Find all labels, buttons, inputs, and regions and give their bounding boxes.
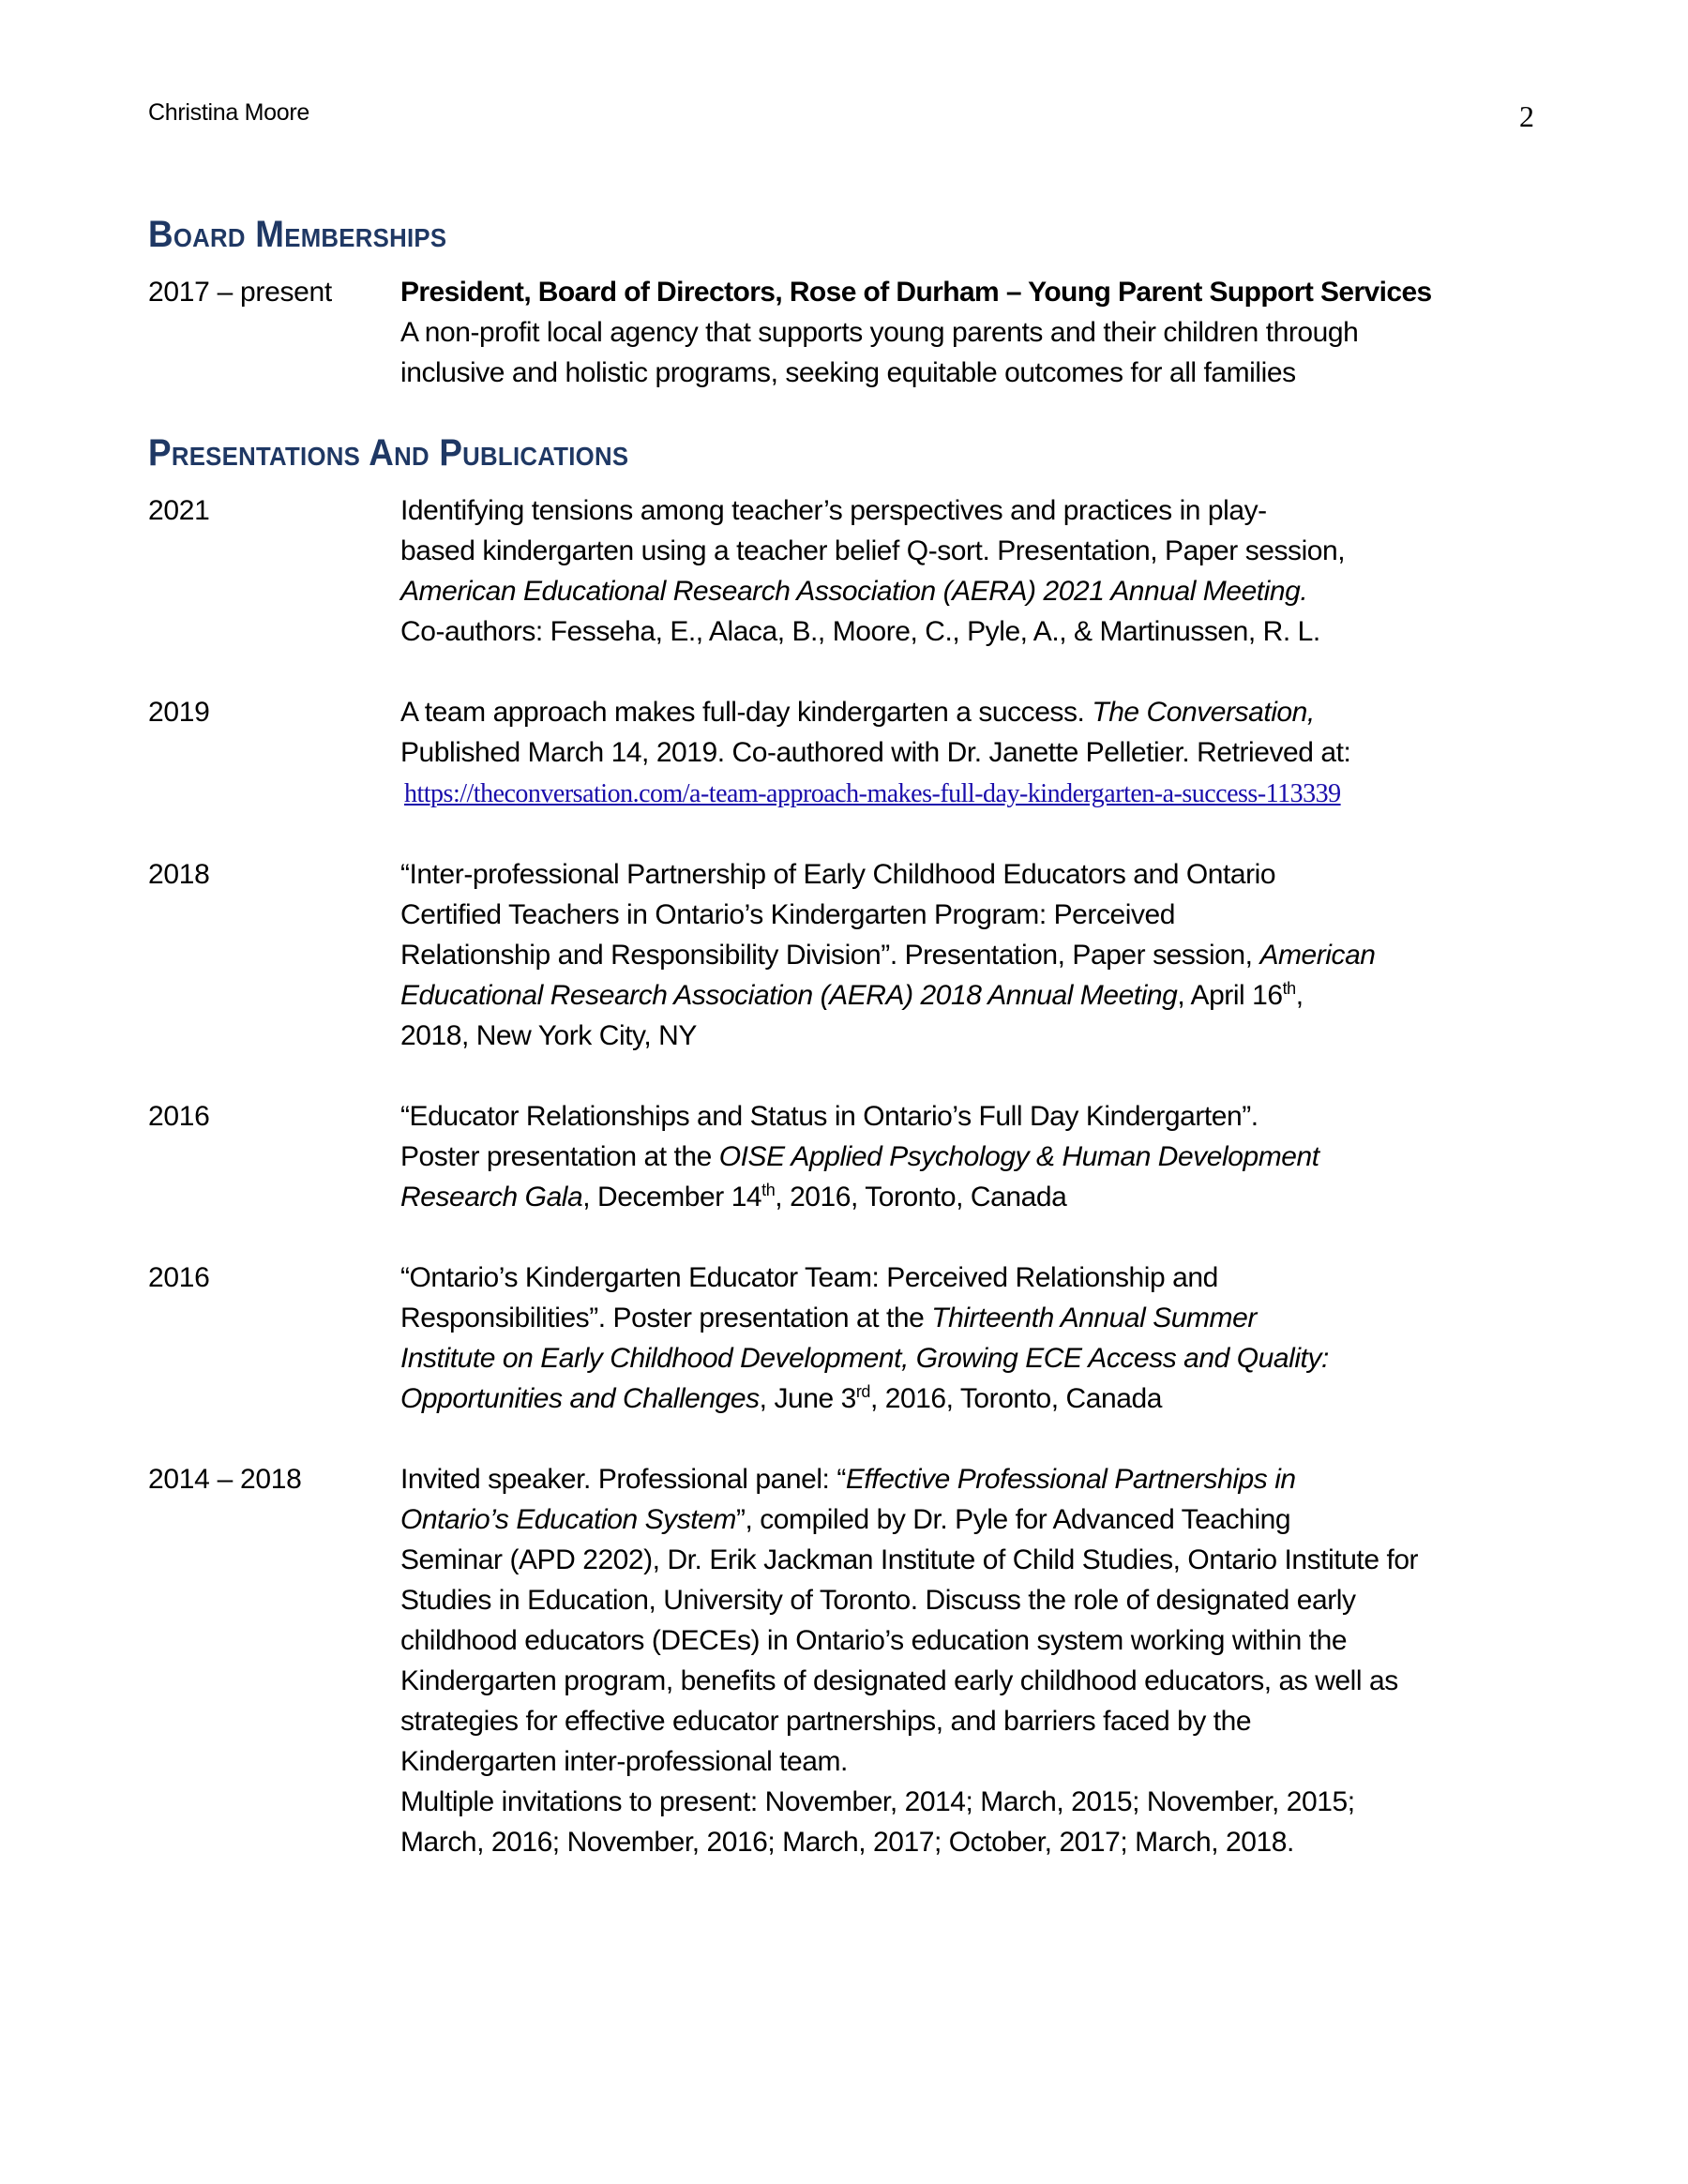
text: inclusive and holistic programs, seeking equitable outcomes for all families	[400, 357, 1296, 388]
entry-date: 2019	[148, 697, 210, 728]
entry	[148, 1258, 1536, 1419]
cv-content	[148, 208, 1536, 1862]
article-link[interactable]: https://theconversation.com/a-team-approach-makes-full-day-kindergarten-a-success-113339	[404, 779, 1341, 808]
text: ,	[1295, 980, 1304, 1011]
page-header	[148, 99, 1534, 137]
entry-line	[400, 895, 1536, 935]
entry-line	[400, 571, 1536, 611]
entry-line	[400, 1701, 1536, 1741]
text: Identifying tensions among teacher’s perspectives and practices in play-	[400, 495, 1267, 526]
text: Invited speaker. Professional panel: “	[400, 1464, 846, 1495]
text: Certified Teachers in Ontario’s Kindergarten Program: Perceived	[400, 899, 1175, 930]
entry-body	[400, 1258, 1536, 1419]
entry-date: 2017 – present	[148, 277, 332, 308]
entry-body	[400, 854, 1536, 1056]
section-board-memberships	[148, 208, 1536, 393]
entry-line	[400, 312, 1536, 353]
entry-body	[400, 692, 1536, 814]
entry-line	[400, 1338, 1536, 1378]
section-heading: Board Memberships	[148, 214, 447, 255]
entry	[148, 490, 1536, 652]
text: “Inter-professional Partnership of Early Childhood Educators and Ontario	[400, 859, 1276, 890]
text: ”, compiled by Dr. Pyle for Advanced Teaching	[735, 1504, 1291, 1535]
text: Multiple invitations to present: November, 2014; March, 2015; November, 2015;	[400, 1786, 1355, 1817]
italic-text: Effective Professional Partnerships in	[845, 1464, 1296, 1495]
ordinal-suffix: th	[761, 1181, 776, 1199]
entry-line	[400, 1177, 1536, 1217]
text: , 2016, Toronto, Canada	[775, 1182, 1067, 1212]
page-number: 2	[1519, 99, 1534, 133]
entry	[148, 272, 1536, 393]
text: Relationship and Responsibility Division”. Presentation, Paper session,	[400, 940, 1260, 971]
entry-list	[148, 490, 1536, 1862]
entry-line	[400, 531, 1536, 571]
entry-line	[400, 1016, 1536, 1056]
text: “Ontario’s Kindergarten Educator Team: Perceived Relationship and	[400, 1262, 1218, 1293]
italic-text: OISE Applied Psychology & Human Development	[718, 1141, 1319, 1172]
italic-text: Opportunities and Challenges	[400, 1383, 760, 1414]
text: , April 16	[1177, 980, 1283, 1011]
section-heading: Presentations And Publications	[148, 432, 629, 474]
entry-body	[400, 1096, 1536, 1217]
entry-line	[400, 1620, 1536, 1661]
entry-line	[400, 272, 1536, 312]
section-presentations-and-publications	[148, 427, 1536, 1862]
entry	[148, 692, 1536, 814]
entry-line	[400, 1822, 1536, 1862]
text: childhood educators (DECEs) in Ontario’s education system working within the	[400, 1625, 1348, 1656]
text: March, 2016; November, 2016; March, 2017; October, 2017; March, 2018.	[400, 1827, 1294, 1858]
entry-date: 2016	[148, 1262, 210, 1293]
text: Responsibilities”. Poster presentation at the	[400, 1303, 932, 1333]
text: Co-authors: Fesseha, E., Alaca, B., Moore, C., Pyle, A., & Martinussen, R. L.	[400, 616, 1320, 647]
italic-text: American Educational Research Association (AERA) 2021 Annual Meeting.	[400, 576, 1308, 607]
entry-date: 2014 – 2018	[148, 1464, 302, 1495]
entry-line	[400, 732, 1536, 773]
entry-date: 2018	[148, 859, 210, 890]
header-author-name: Christina Moore	[148, 99, 309, 126]
entry-body	[400, 490, 1536, 652]
entry-line	[400, 1137, 1536, 1177]
entry-line	[400, 935, 1536, 975]
text: , December 14	[582, 1182, 762, 1212]
text: , 2016, Toronto, Canada	[869, 1383, 1162, 1414]
entry-date: 2016	[148, 1101, 210, 1132]
entry-date: 2021	[148, 495, 210, 526]
entry	[148, 1096, 1536, 1217]
entry-line	[400, 1298, 1536, 1338]
text: Poster presentation at the	[400, 1141, 719, 1172]
entry-line	[400, 1540, 1536, 1580]
text: A non-profit local agency that supports young parents and their children through	[400, 317, 1359, 348]
entry-line	[400, 611, 1536, 652]
italic-text: Research Gala	[400, 1182, 583, 1212]
entry	[148, 1459, 1536, 1862]
text: Kindergarten program, benefits of designated early childhood educators, as well as	[400, 1665, 1398, 1696]
entry-line	[400, 1499, 1536, 1540]
text: 2018, New York City, NY	[400, 1020, 697, 1051]
entry-line	[400, 1096, 1536, 1137]
text: strategies for effective educator partnerships, and barriers faced by the	[400, 1706, 1252, 1737]
ordinal-suffix: th	[1282, 979, 1296, 998]
text: , June 3	[759, 1383, 856, 1414]
entry-line	[400, 1661, 1536, 1701]
text: A team approach makes full-day kindergarten a success.	[400, 697, 1093, 728]
italic-text: Ontario’s Education System	[400, 1504, 736, 1535]
italic-text: The Conversation,	[1092, 697, 1315, 728]
italic-text: Thirteenth Annual Summer	[931, 1303, 1257, 1333]
entry-line	[400, 1782, 1536, 1822]
italic-text: Educational Research Association (AERA) 2018 Annual Meeting	[400, 980, 1178, 1011]
entry-list	[148, 272, 1536, 393]
italic-text: American	[1259, 940, 1376, 971]
entry-line	[400, 1258, 1536, 1298]
entry	[148, 854, 1536, 1056]
entry-line	[400, 490, 1536, 531]
entry-line	[400, 975, 1536, 1016]
entry-line	[400, 854, 1536, 895]
text: Kindergarten inter-professional team.	[400, 1746, 848, 1777]
entry-line	[400, 1741, 1536, 1782]
entry-line	[400, 692, 1536, 732]
entry-line	[400, 1378, 1536, 1419]
entry-line	[400, 1580, 1536, 1620]
ordinal-suffix: rd	[855, 1382, 870, 1401]
entry-body	[400, 272, 1536, 393]
italic-text: Institute on Early Childhood Development, Growing ECE Access and Quality:	[400, 1343, 1329, 1374]
entry-title: President, Board of Directors, Rose of Durham – Young Parent Support Services	[400, 277, 1432, 308]
text: based kindergarten using a teacher belief Q-sort. Presentation, Paper session,	[400, 535, 1346, 566]
entry-line	[400, 353, 1536, 393]
text: Seminar (APD 2202), Dr. Erik Jackman Institute of Child Studies, Ontario Institute for	[400, 1544, 1419, 1575]
text: “Educator Relationships and Status in Ontario’s Full Day Kindergarten”.	[400, 1101, 1258, 1132]
text: Published March 14, 2019. Co-authored with Dr. Janette Pelletier. Retrieved at:	[400, 737, 1351, 768]
entry-line	[400, 1459, 1536, 1499]
entry-line	[400, 773, 1536, 814]
entry-body	[400, 1459, 1536, 1862]
text: Studies in Education, University of Toronto. Discuss the role of designated early	[400, 1585, 1356, 1616]
